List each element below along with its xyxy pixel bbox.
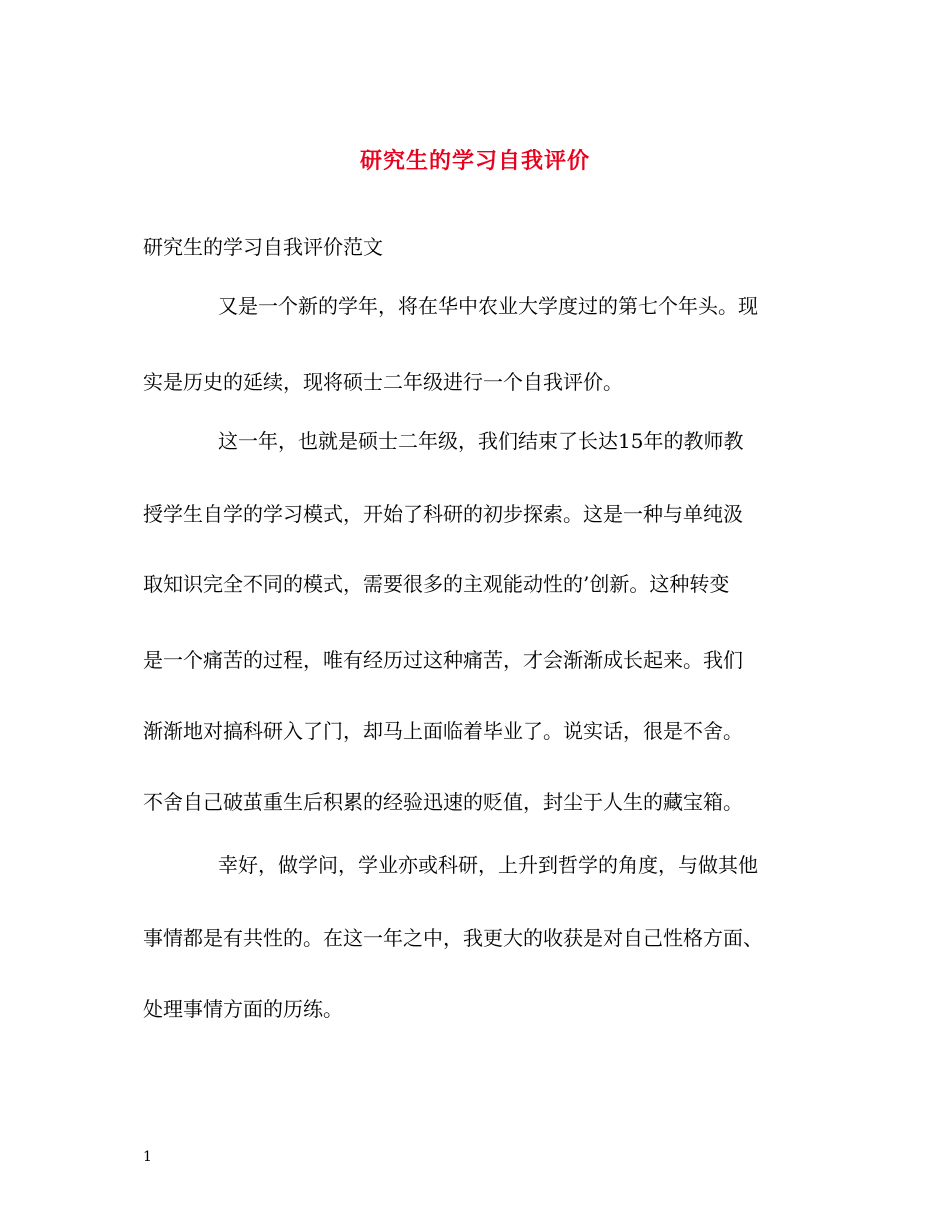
paragraph-2-line-5: 渐渐地对搞科研入了门，却马上面临着毕业了。说实话，很是不舍。 — [143, 719, 743, 743]
paragraph-2-line-3: 取知识完全不同的模式，需要很多的主观能动性的’创新。这种转变 — [143, 572, 730, 596]
paragraph-3-line-1: 幸好，做学问，学业亦或科研，上升到哲学的角度，与做其他 — [218, 853, 758, 877]
paragraph-2-line-1: 这一年，也就是硕士二年级，我们结束了长达15年的教师教 — [218, 429, 744, 453]
document-title: 研究生的学习自我评价 — [359, 148, 590, 174]
paragraph-3-line-2: 事情都是有共性的。在这一年之中，我更大的收获是对自己性格方面、 — [143, 926, 763, 950]
paragraph-2-line-6: 不舍自己破茧重生后积累的经验迅速的贬值，封尘于人生的藏宝箱。 — [143, 790, 743, 814]
paragraph-3-line-3: 处理事情方面的历练。 — [143, 997, 343, 1021]
document-subtitle: 研究生的学习自我评价范文 — [143, 235, 383, 259]
paragraph-2-line-4: 是一个痛苦的过程，唯有经历过这种痛苦，才会渐渐成长起来。我们 — [143, 648, 743, 672]
page-number: 1 — [143, 1149, 152, 1165]
paragraph-2-line-2: 授学生自学的学习模式，开始了科研的初步探索。这是一种与单纯汲 — [143, 502, 743, 526]
paragraph-1-line-1: 又是一个新的学年，将在华中农业大学度过的第七个年头。现 — [218, 294, 758, 318]
paragraph-1-line-2: 实是历史的延续，现将硕士二年级进行一个自我评价。 — [143, 370, 623, 394]
